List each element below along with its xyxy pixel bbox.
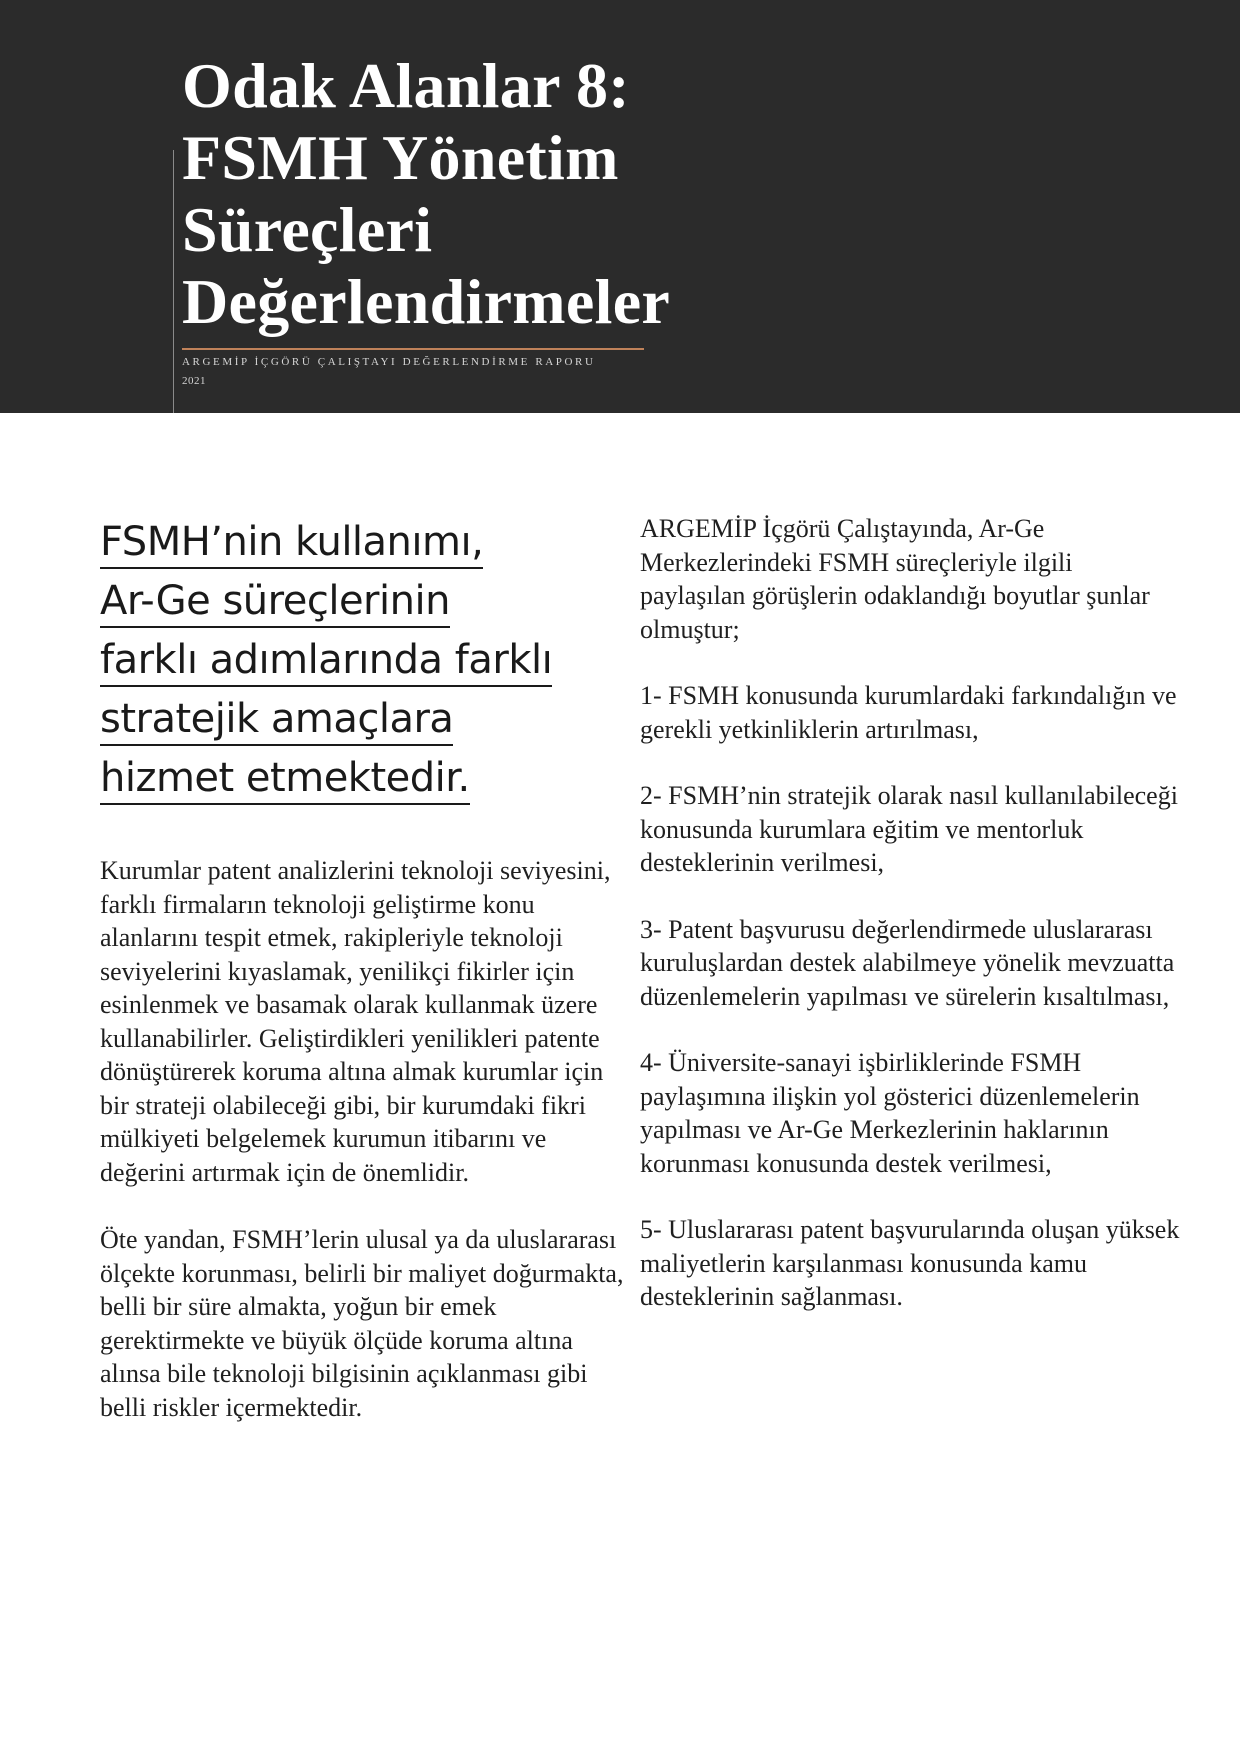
report-subtitle: ARGEMİP İÇGÖRÜ ÇALIŞTAYI DEĞERLENDİRME RAPORU bbox=[182, 356, 596, 368]
title-line: Değerlendirmeler bbox=[182, 266, 671, 337]
list-item: 4- Üniversite-sanayi işbirliklerinde FSMH paylaşımına ilişkin yol gösterici düzenlemelerin yapılması ve Ar-Ge Merkezlerinin haklarının korunması konusunda destek verilmesi, bbox=[640, 1048, 1140, 1178]
pull-quote-line: FSMH’nin kullanımı, bbox=[100, 518, 483, 569]
title-accent-rule bbox=[182, 348, 644, 350]
title-line: FSMH Yönetim bbox=[182, 122, 619, 193]
pull-quote-line: stratejik amaçlara bbox=[100, 695, 453, 746]
body-paragraph: Kurumlar patent analizlerini teknoloji seviyesini, farklı firmaların teknoloji geliştirme konu alanlarını tespit etmek, rakipleriyle teknoloji seviyelerini kıyaslamak, yenilikçi fikirler için esinlenmek ve basamak olarak kullanmak üzere kullanabilirler. Geliştirdikleri yenilikleri patente dönüştürerek koruma altına almak kurumlar için bir strateji olabileceği gibi, bir kurumdaki fikri mülkiyeti belgelemek kurumun itibarını ve değerini artırmak için de önemlidir. bbox=[100, 856, 611, 1187]
title-line: Odak Alanlar 8: bbox=[182, 50, 630, 121]
pull-quote bbox=[100, 518, 620, 813]
header-vertical-rule bbox=[173, 150, 174, 413]
left-column bbox=[100, 854, 630, 1458]
right-column bbox=[640, 512, 1180, 1347]
list-item: 3- Patent başvurusu değerlendirmede uluslararası kuruluşlardan destek alabilmeye yönelik mevzuatta düzenlemelerin yapılması ve sürelerin kısaltılması, bbox=[640, 914, 1175, 1011]
report-year: 2021 bbox=[182, 375, 206, 387]
body-paragraph: Öte yandan, FSMH’lerin ulusal ya da uluslararası ölçekte korunması, belirli bir maliyet doğurmakta, belli bir süre almakta, yoğun bir emek gerektirmekte ve büyük ölçüde koruma altına alınsa bile teknoloji bilgisinin açıklanması gibi belli riskler içermektedir. bbox=[100, 1225, 624, 1422]
page-title bbox=[182, 50, 882, 338]
pull-quote-line: hizmet etmektedir. bbox=[100, 754, 470, 805]
list-item: 5- Uluslararası patent başvurularında oluşan yüksek maliyetlerin karşılanması konusunda kamu desteklerinin sağlanması. bbox=[640, 1215, 1180, 1311]
pull-quote-line: farklı adımlarında farklı bbox=[100, 636, 552, 687]
list-item: 2- FSMH’nin stratejik olarak nasıl kullanılabileceği konusunda kurumlara eğitim ve mentorluk desteklerinin verilmesi, bbox=[640, 781, 1178, 877]
title-line: Süreçleri bbox=[182, 194, 433, 265]
intro-paragraph: ARGEMİP İçgörü Çalıştayında, Ar-Ge Merkezlerindeki FSMH süreçleriyle ilgili paylaşılan görüşlerin odaklandığı boyutlar şunlar olmuştur; bbox=[640, 514, 1150, 644]
list-item: 1- FSMH konusunda kurumlardaki farkındalığın ve gerekli yetkinliklerin artırılması, bbox=[640, 681, 1177, 744]
pull-quote-line: Ar-Ge süreçlerinin bbox=[100, 577, 450, 628]
